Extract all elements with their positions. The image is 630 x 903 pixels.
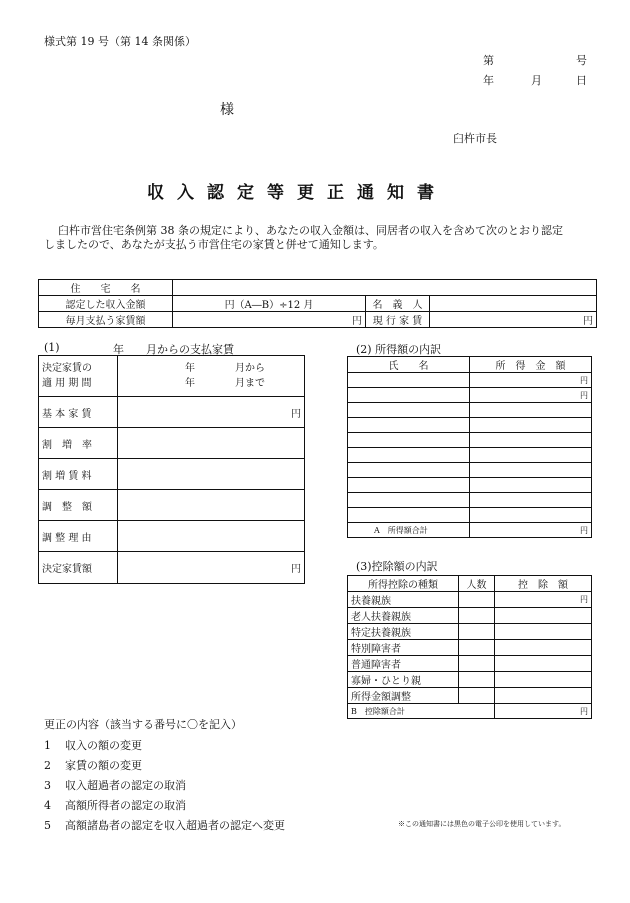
doc-number-prefix: 第 [483,54,494,67]
item-text: 家賃の額の変更 [65,759,142,772]
form-number: 様式第 19 号（第 14 条関係） [44,35,196,48]
period-label [39,356,118,397]
period-to-month: 月まで [235,378,265,389]
item-number: 3 [44,779,51,792]
deduction-amount[interactable] [495,656,592,672]
rent-row-label: 基 本 家 賃 [39,397,118,428]
rent-row-value[interactable] [118,428,305,459]
document-title: 収入認定等更正通知書 [147,183,447,203]
body-text-line2: しましたので、あなたが支払う市営住宅の家賃と併せて通知します。 [44,238,384,251]
rent-row-value[interactable]: 円 [118,397,305,428]
deduction-amount[interactable] [495,640,592,656]
item-number: 4 [44,799,51,812]
correction-item-4[interactable] [44,797,186,813]
item-number: 2 [44,759,51,772]
deduction-type: 特別障害者 [348,640,459,656]
deduction-amount[interactable] [495,624,592,640]
rent-row-value[interactable]: 円 [118,552,305,584]
date-year: 年 [483,74,494,87]
col-count-header: 人数 [459,576,495,592]
col-deduction-header: 控 除 額 [495,576,592,592]
item-text: 収入超過者の認定の取消 [65,779,186,792]
deduction-count[interactable] [459,608,495,624]
col-name-header: 氏 名 [348,357,470,373]
holder-field[interactable] [430,296,597,312]
rent-table [38,355,305,584]
section1-heading-year: 年 [113,343,124,356]
income-name-cell[interactable] [348,418,470,433]
footnote: ※この通知書には黒色の電子公印を使用しています。 [398,820,566,828]
period-to-year: 年 [185,378,195,389]
rent-row-value[interactable] [118,459,305,490]
income-total-value[interactable]: 円 [470,523,592,538]
correction-item-5[interactable] [44,817,285,833]
rent-row-label: 決定家賃額 [39,552,118,584]
deduction-table [347,575,592,719]
deduction-total-label: B 控除額合計 [348,704,495,719]
income-name-cell[interactable] [348,463,470,478]
income-amount-cell[interactable] [470,418,592,433]
income-total-label: A 所得額合計 [348,523,470,538]
current-rent-label: 現 行 家 賃 [366,312,430,328]
item-number: 5 [44,819,51,832]
holder-label: 名 義 人 [366,296,430,312]
income-amount-cell[interactable] [470,478,592,493]
section1-heading-rest: 月からの支払家賃 [146,343,234,356]
deduction-type: 特定扶養親族 [348,624,459,640]
income-amount-cell[interactable]: 円 [470,388,592,403]
item-text: 収入の額の変更 [65,739,142,752]
date-day: 日 [576,74,587,87]
deduction-type: 普通障害者 [348,656,459,672]
section3-heading: (3)控除額の内訳 [356,560,438,573]
deduction-count[interactable] [459,640,495,656]
period-from-year: 年 [185,363,195,374]
monthly-rent-field[interactable]: 円 [173,312,366,328]
period-label-line1: 決定家賃の [42,363,92,374]
income-name-cell[interactable] [348,508,470,523]
monthly-rent-label: 毎月支払う家賃額 [39,312,173,328]
income-amount-cell[interactable] [470,493,592,508]
rent-row-label: 割 増 率 [39,428,118,459]
income-name-cell[interactable] [348,448,470,463]
correction-item-2[interactable] [44,757,142,773]
period-from-month: 月から [235,363,265,374]
income-name-cell[interactable] [348,388,470,403]
deduction-count[interactable] [459,592,495,608]
addressee-suffix: 様 [220,102,234,118]
income-name-cell[interactable] [348,373,470,388]
deduction-type: 扶養親族 [348,592,459,608]
deduction-type: 老人扶養親族 [348,608,459,624]
deduction-amount[interactable] [495,688,592,704]
income-name-cell[interactable] [348,403,470,418]
correction-heading: 更正の内容（該当する番号に〇を記入） [44,718,242,731]
deduction-count[interactable] [459,656,495,672]
housing-name-label: 住 宅 名 [39,280,173,296]
body-text-line1: 臼杵市営住宅条例第 38 条の規定により、あなたの収入金額は、同居者の収入を含めて次のとおり認定 [58,224,563,237]
correction-item-3[interactable] [44,777,186,793]
income-amount-cell[interactable] [470,403,592,418]
income-label: 認定した収入金額 [39,296,173,312]
income-amount-cell[interactable]: 円 [470,373,592,388]
item-text: 高額諸島者の認定を収入超過者の認定へ変更 [65,819,285,832]
rent-row-value[interactable] [118,490,305,521]
section2-heading: (2) 所得額の内訳 [356,343,442,356]
deduction-amount[interactable] [495,672,592,688]
income-amount-cell[interactable] [470,508,592,523]
income-name-cell[interactable] [348,493,470,508]
income-name-cell[interactable] [348,433,470,448]
rent-row-label: 調 整 額 [39,490,118,521]
correction-item-1[interactable] [44,737,142,753]
income-amount-cell[interactable] [470,448,592,463]
deduction-count[interactable] [459,624,495,640]
item-number: 1 [44,739,51,752]
current-rent-field[interactable]: 円 [430,312,597,328]
rent-row-value[interactable] [118,521,305,552]
rent-row-label: 割 増 賃 料 [39,459,118,490]
income-name-cell[interactable] [348,478,470,493]
doc-number-suffix: 号 [576,54,587,67]
issuer: 臼杵市長 [453,132,497,145]
date-month: 月 [531,74,542,87]
item-text: 高額所得者の認定の取消 [65,799,186,812]
col-type-header: 所得控除の種類 [348,576,459,592]
deduction-amount[interactable] [495,608,592,624]
deduction-total-value[interactable]: 円 [495,704,592,719]
income-field[interactable]: 円（A―B）÷12 月 [173,296,366,312]
deduction-type: 寡婦・ひとり親 [348,672,459,688]
deduction-count[interactable] [459,672,495,688]
income-amount-cell[interactable] [470,433,592,448]
income-amount-cell[interactable] [470,463,592,478]
section1-heading-num: (1) [44,341,60,354]
col-amount-header: 所 得 金 額 [470,357,592,373]
period-label-line2: 適 用 期 間 [42,378,92,389]
deduction-type: 所得金額調整 [348,688,459,704]
income-breakdown-table [347,356,592,538]
rent-row-label: 調 整 理 由 [39,521,118,552]
period-field[interactable] [118,356,305,397]
summary-table [38,279,597,328]
deduction-amount[interactable]: 円 [495,592,592,608]
housing-name-field[interactable] [173,280,597,296]
deduction-count[interactable] [459,688,495,704]
